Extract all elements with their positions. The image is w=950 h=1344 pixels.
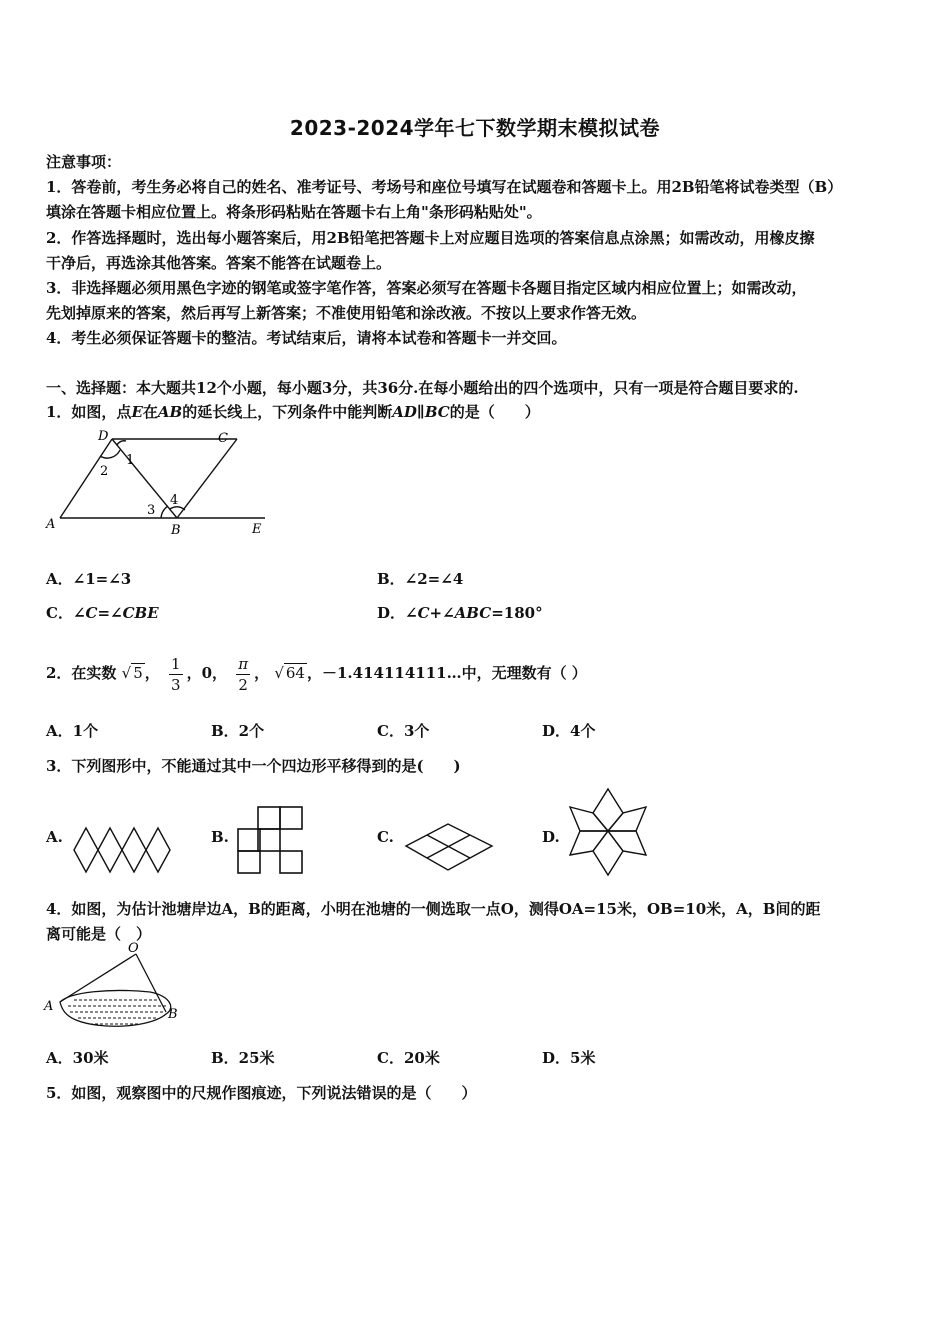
q1-option-c[interactable]: C．∠C=∠CBE xyxy=(46,604,159,622)
note-1b: 填涂在答题卡相应位置上。将条形码粘贴在答题卡右上角"条形码粘贴处"。 xyxy=(46,203,542,221)
q1-option-b[interactable]: B．∠2=∠4 xyxy=(377,570,464,588)
q3-option-c[interactable]: C. xyxy=(377,828,394,846)
question-1-stem: 1．如图，点E在AB的延长线上，下列条件中能判断AD∥BC的是（ ） xyxy=(46,403,540,421)
note-3a: 3．非选择题必须用黑色字迹的钢笔或签字笔作答，答案必须写在答题卡各题目指定区域内相应位置上；如需改动， xyxy=(46,279,807,297)
q3-figure-b-squares xyxy=(236,805,304,875)
fraction-pi-over-2: $\frac{\pi}{2}$ xyxy=(238,654,249,694)
q2-option-a[interactable]: A．1个 xyxy=(46,722,99,740)
q2-option-b[interactable]: B．2个 xyxy=(211,722,265,740)
note-2a: 2．作答选择题时，选出每小题答案后，用2B铅笔把答题卡上对应题目选项的答案信息点涂黑；如需改动，用橡皮擦 xyxy=(46,229,815,247)
fig1-label-b: B xyxy=(171,523,181,538)
q2-option-d[interactable]: D．4个 xyxy=(542,722,596,740)
q1-option-a[interactable]: A．∠1=∠3 xyxy=(46,570,132,588)
q4-option-a[interactable]: A．30米 xyxy=(46,1049,109,1067)
question-4-stem-line2: 离可能是（ ） xyxy=(46,925,152,943)
question-2-stem: 2．在实数 √ 5 ， $\frac{1}{3}$ ，0， $\frac{\pi}{2}$ ， √ 64 ，－1.414114111…中，无理数有（ ） xyxy=(46,654,587,694)
q2-option-c[interactable]: C．3个 xyxy=(377,722,430,740)
fig1-angle-4: 4 xyxy=(170,493,179,508)
q3-option-b[interactable]: B. xyxy=(211,828,229,846)
fig1-angle-3: 3 xyxy=(147,503,156,518)
question-1-figure xyxy=(40,426,280,542)
q3-option-d[interactable]: D. xyxy=(542,828,560,846)
fig1-angle-1: 1 xyxy=(126,453,135,468)
note-3b: 先划掉原来的答案，然后再写上新答案；不准使用铅笔和涂改液。不按以上要求作答无效。 xyxy=(46,304,647,322)
notes-heading: 注意事项： xyxy=(46,153,122,171)
q4-option-d[interactable]: D．5米 xyxy=(542,1049,596,1067)
fig1-label-e: E xyxy=(252,522,262,537)
fig4-label-a: A xyxy=(44,999,54,1014)
fig4-label-o: O xyxy=(128,941,139,956)
section-heading: 一、选择题：本大题共12个小题，每小题3分，共36分.在每小题给出的四个选项中，只有一项是符合题目要求的. xyxy=(46,379,799,397)
q3-figure-a-zigzag-rhombi xyxy=(73,826,175,874)
sqrt-5: √ 5 xyxy=(121,664,143,682)
q3-figure-d-star xyxy=(566,787,650,877)
q3-option-a[interactable]: A. xyxy=(46,828,63,846)
q4-option-c[interactable]: C．20米 xyxy=(377,1049,440,1067)
question-5-stem: 5．如图，观察图中的尺规作图痕迹，下列说法错误的是（ ） xyxy=(46,1084,477,1102)
q3-figure-c-rhombus-grid xyxy=(404,822,494,874)
q1-option-d[interactable]: D．∠C+∠ABC=180° xyxy=(377,604,543,622)
fig1-label-a: A xyxy=(46,517,56,532)
note-1a: 1．答卷前，考生务必将自己的姓名、准考证号、考场号和座位号填写在试题卷和答题卡上。用2B铅笔将试卷类型（B） xyxy=(46,178,843,196)
question-4-stem-line1: 4．如图，为估计池塘岸边A，B的距离，小明在池塘的一侧选取一点O，测得OA=15米，OB=10米，A，B间的距 xyxy=(46,900,821,918)
fraction-one-third: $\frac{1}{3}$ xyxy=(171,654,181,694)
page-title: 2023-2024学年七下数学期末模拟试卷 xyxy=(289,116,661,140)
fig1-label-c: C xyxy=(218,431,228,446)
fig4-label-b: B xyxy=(168,1007,178,1022)
sqrt-64: √ 64 xyxy=(274,664,305,682)
note-4: 4．考生必须保证答题卡的整洁。考试结束后，请将本试卷和答题卡一并交回。 xyxy=(46,329,567,347)
question-4-pond-figure xyxy=(40,940,190,1034)
fig1-label-d: D xyxy=(98,429,109,444)
note-2b: 干净后，再选涂其他答案。答案不能答在试题卷上。 xyxy=(46,254,392,272)
fig1-angle-2: 2 xyxy=(100,464,109,479)
question-3-stem: 3．下列图形中，不能通过其中一个四边形平移得到的是( ) xyxy=(46,757,461,775)
q4-option-b[interactable]: B．25米 xyxy=(211,1049,275,1067)
